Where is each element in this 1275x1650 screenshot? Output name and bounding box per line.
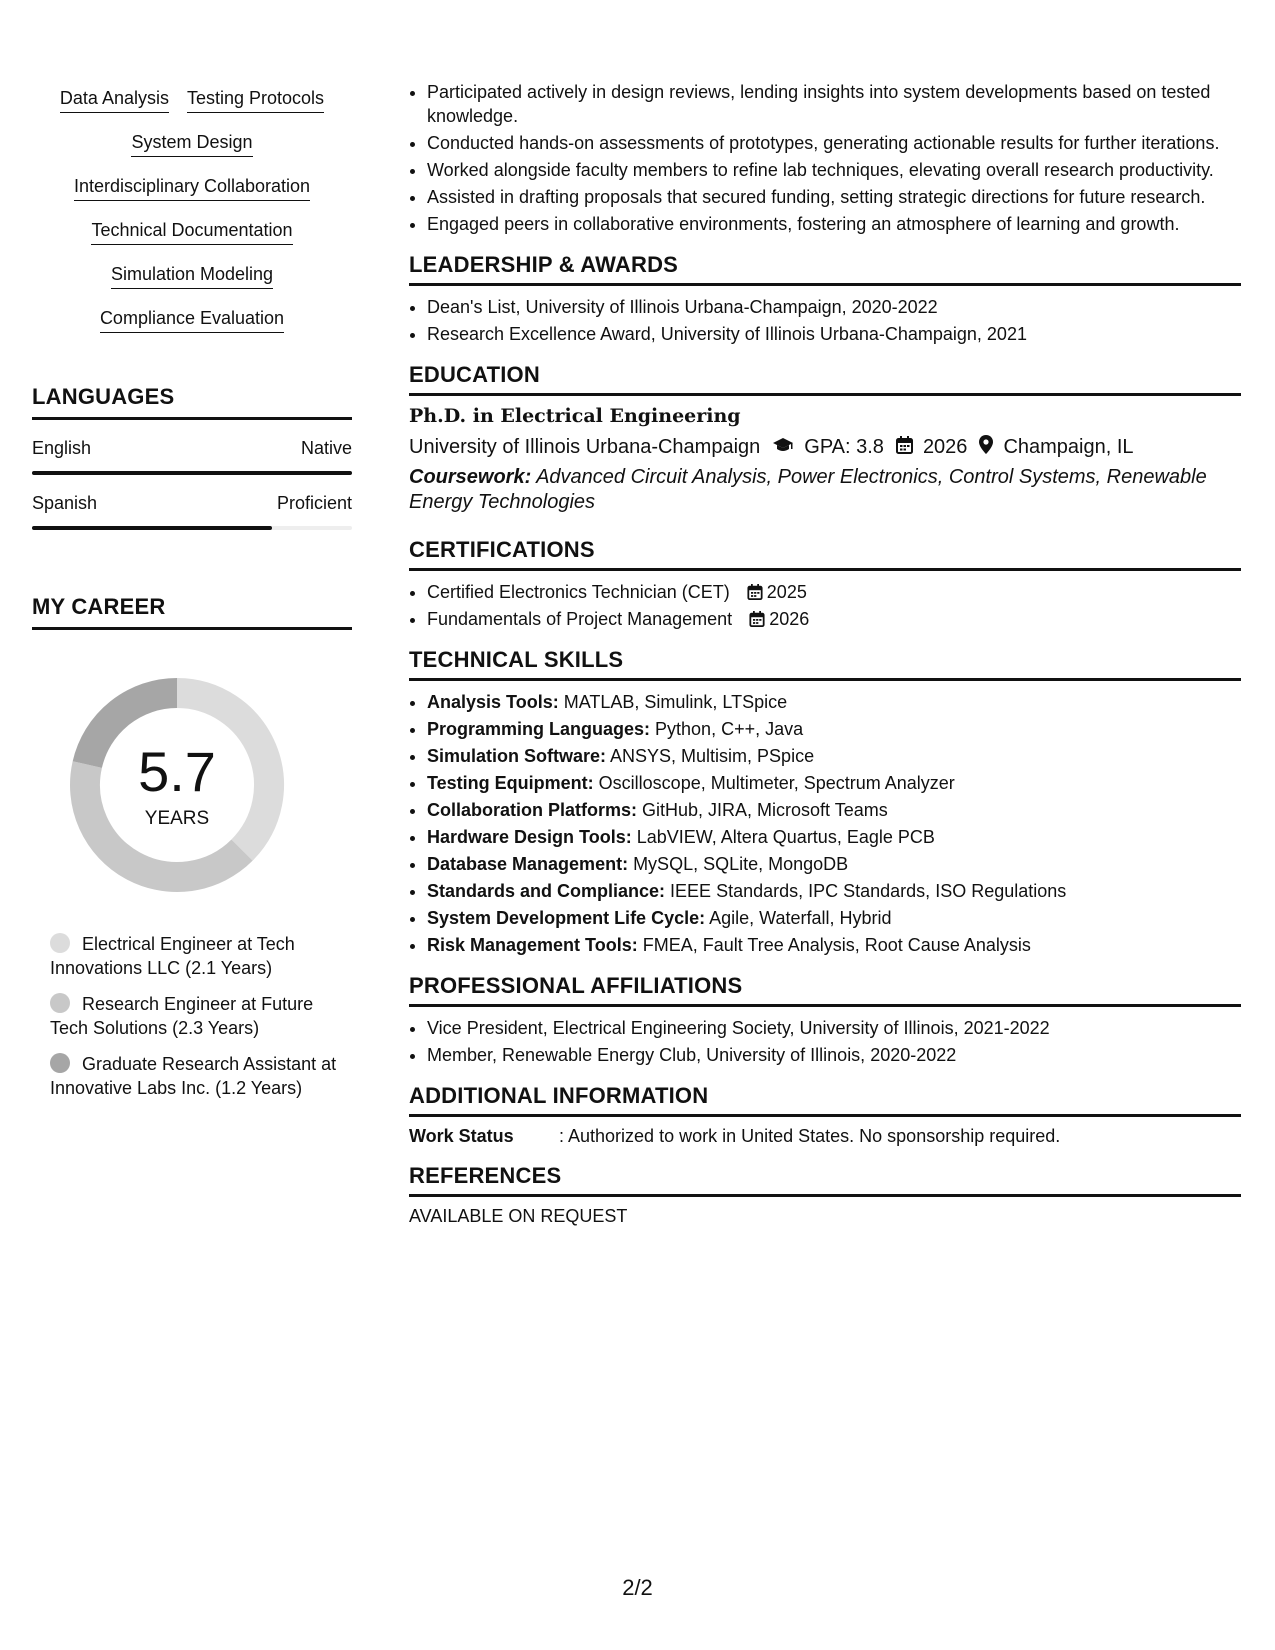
additional-info-heading: ADDITIONAL INFORMATION <box>409 1083 1241 1117</box>
technical-skill-label: System Development Life Cycle: <box>427 908 706 928</box>
affiliations-heading: PROFESSIONAL AFFILIATIONS <box>409 973 1241 1007</box>
technical-skill-label: Testing Equipment: <box>427 773 594 793</box>
education-gpa: GPA: 3.8 <box>804 435 884 458</box>
page-number: 2/2 <box>622 1575 653 1600</box>
career-item-text: Research Engineer at Future Tech Solutions (2.3 Years) <box>50 994 314 1038</box>
certification-year: 2025 <box>766 582 807 602</box>
leadership-heading: LEADERSHIP & AWARDS <box>409 252 1241 286</box>
certification-item <box>427 580 1241 604</box>
career-item <box>50 1052 340 1100</box>
technical-skill-item <box>427 744 1241 768</box>
career-dot <box>50 933 70 953</box>
languages-heading: LANGUAGES <box>32 384 352 420</box>
experience-bullet: • Participated actively in design reviews, lending insights into system developments based on tested knowledge. <box>427 80 1241 128</box>
career-item <box>50 932 340 980</box>
calendar-icon <box>749 611 765 627</box>
language-bar-fill <box>32 471 352 475</box>
technical-skill-item <box>427 771 1241 795</box>
technical-skill-value: IEEE Standards, IPC Standards, ISO Regulations <box>665 881 1067 901</box>
language-bar-fill <box>32 526 272 530</box>
technical-skill-item <box>427 825 1241 849</box>
map-pin-icon <box>979 435 993 459</box>
education-heading: EDUCATION <box>409 362 1241 396</box>
education-year: 2026 <box>922 435 968 458</box>
language-level: Native <box>300 438 352 458</box>
work-status-row <box>409 1126 1241 1147</box>
certifications-heading: CERTIFICATIONS <box>409 537 1241 571</box>
technical-skill-value: MATLAB, Simulink, LTSpice <box>558 692 788 712</box>
technical-skill-value: GitHub, JIRA, Microsoft Teams <box>637 800 888 820</box>
skills-tags <box>32 82 352 346</box>
experience-bullet: • Worked alongside faculty members to refine lab techniques, elevating overall research productivity. <box>427 158 1241 182</box>
technical-skill-item <box>427 690 1241 714</box>
language-item <box>32 438 352 475</box>
leadership-list <box>409 295 1241 346</box>
language-level: Proficient <box>276 493 352 513</box>
technical-skill-label: Analysis Tools: <box>427 692 559 712</box>
affiliations-list <box>409 1016 1241 1067</box>
skill-tag: Compliance Evaluation <box>100 307 284 333</box>
right-column <box>409 80 1241 1227</box>
references-text: AVAILABLE ON REQUEST <box>409 1206 628 1226</box>
language-item <box>32 493 352 530</box>
technical-skill-value: ANSYS, Multisim, PSpice <box>606 746 815 766</box>
certification-item <box>427 607 1241 631</box>
technical-skill-item <box>427 852 1241 876</box>
technical-skill-value: LabVIEW, Altera Quartus, Eagle PCB <box>631 827 935 847</box>
career-heading: MY CAREER <box>32 594 352 630</box>
technical-skill-label: Programming Languages: <box>427 719 651 739</box>
technical-skill-item <box>427 879 1241 903</box>
skill-tag: System Design <box>131 131 252 157</box>
technical-skill-label: Database Management: <box>427 854 629 874</box>
career-dot <box>50 993 70 1013</box>
language-name: Spanish <box>32 493 98 513</box>
language-name: English <box>32 438 92 458</box>
coursework-label: Coursework: <box>409 466 532 488</box>
technical-skill-item <box>427 906 1241 930</box>
affiliation-item: • Vice President, Electrical Engineering Society, University of Illinois, 2021-2022 <box>427 1016 1241 1040</box>
technical-skill-label: Standards and Compliance: <box>427 881 666 901</box>
skill-tag: Interdisciplinary Collaboration <box>74 175 310 201</box>
experience-bullet: • Engaged peers in collaborative environments, fostering an atmosphere of learning and growth. <box>427 212 1241 236</box>
education-school: University of Illinois Urbana-Champaign <box>409 435 761 458</box>
education-details <box>409 435 1241 459</box>
left-column <box>32 82 352 1112</box>
career-item <box>50 992 340 1040</box>
technical-skill-value: MySQL, SQLite, MongoDB <box>628 854 849 874</box>
certification-year: 2026 <box>769 609 810 629</box>
education-degree: Ph.D. in Electrical Engineering <box>409 405 741 427</box>
technical-skill-label: Simulation Software: <box>427 746 607 766</box>
technical-skill-item <box>427 798 1241 822</box>
career-donut-chart <box>62 670 292 900</box>
technical-skills-list <box>409 690 1241 957</box>
technical-skill-item <box>427 717 1241 741</box>
technical-skill-value: FMEA, Fault Tree Analysis, Root Cause Analysis <box>637 935 1031 955</box>
experience-bullets <box>409 80 1241 236</box>
experience-bullet: • Assisted in drafting proposals that secured funding, setting strategic directions for future research. <box>427 185 1241 209</box>
certification-name: Fundamentals of Project Management <box>427 609 733 629</box>
technical-skill-item <box>427 933 1241 957</box>
career-years-unit: YEARS <box>144 808 210 829</box>
technical-skill-label: Hardware Design Tools: <box>427 827 632 847</box>
technical-skill-value: Oscilloscope, Multimeter, Spectrum Analyzer <box>593 773 955 793</box>
education-coursework <box>409 465 1241 515</box>
career-dot <box>50 1053 70 1073</box>
experience-bullet: • Conducted hands-on assessments of prototypes, generating actionable results for further iterations. <box>427 131 1241 155</box>
technical-skill-label: Collaboration Platforms: <box>427 800 638 820</box>
technical-skills-heading: TECHNICAL SKILLS <box>409 647 1241 681</box>
skill-tag: Technical Documentation <box>91 219 292 245</box>
graduation-cap-icon <box>772 437 794 458</box>
career-list <box>50 932 340 1100</box>
calendar-icon <box>896 436 913 459</box>
skill-tag: Data Analysis <box>60 87 169 113</box>
leadership-item: • Dean's List, University of Illinois Urbana-Champaign, 2020-2022 <box>427 295 1241 319</box>
references-heading: REFERENCES <box>409 1163 1241 1197</box>
skill-tag: Simulation Modeling <box>111 263 273 289</box>
language-bar <box>32 526 352 530</box>
career-item-text: Electrical Engineer at Tech Innovations LLC (2.1 Years) <box>50 934 295 978</box>
leadership-item: • Research Excellence Award, University of Illinois Urbana-Champaign, 2021 <box>427 322 1241 346</box>
technical-skill-label: Risk Management Tools: <box>427 935 638 955</box>
affiliation-item: • Member, Renewable Energy Club, University of Illinois, 2020-2022 <box>427 1043 1241 1067</box>
certification-name: Certified Electronics Technician (CET) <box>427 582 730 602</box>
calendar-icon <box>747 584 763 600</box>
skill-tag: Testing Protocols <box>187 87 324 113</box>
education-location: Champaign, IL <box>1003 435 1134 458</box>
technical-skill-value: Agile, Waterfall, Hybrid <box>705 908 892 928</box>
career-item-text: Graduate Research Assistant at Innovative Labs Inc. (1.2 Years) <box>50 1054 337 1098</box>
coursework-text: Advanced Circuit Analysis, Power Electronics, Control Systems, Renewable Energy Technologies <box>409 466 1207 513</box>
career-total-years: 5.7 <box>138 740 216 803</box>
certifications-list <box>409 580 1241 631</box>
work-status-label: Work Status <box>409 1126 514 1146</box>
work-status-value: : Authorized to work in United States. No sponsorship required. <box>559 1126 1061 1146</box>
technical-skill-value: Python, C++, Java <box>650 719 804 739</box>
language-bar <box>32 471 352 475</box>
